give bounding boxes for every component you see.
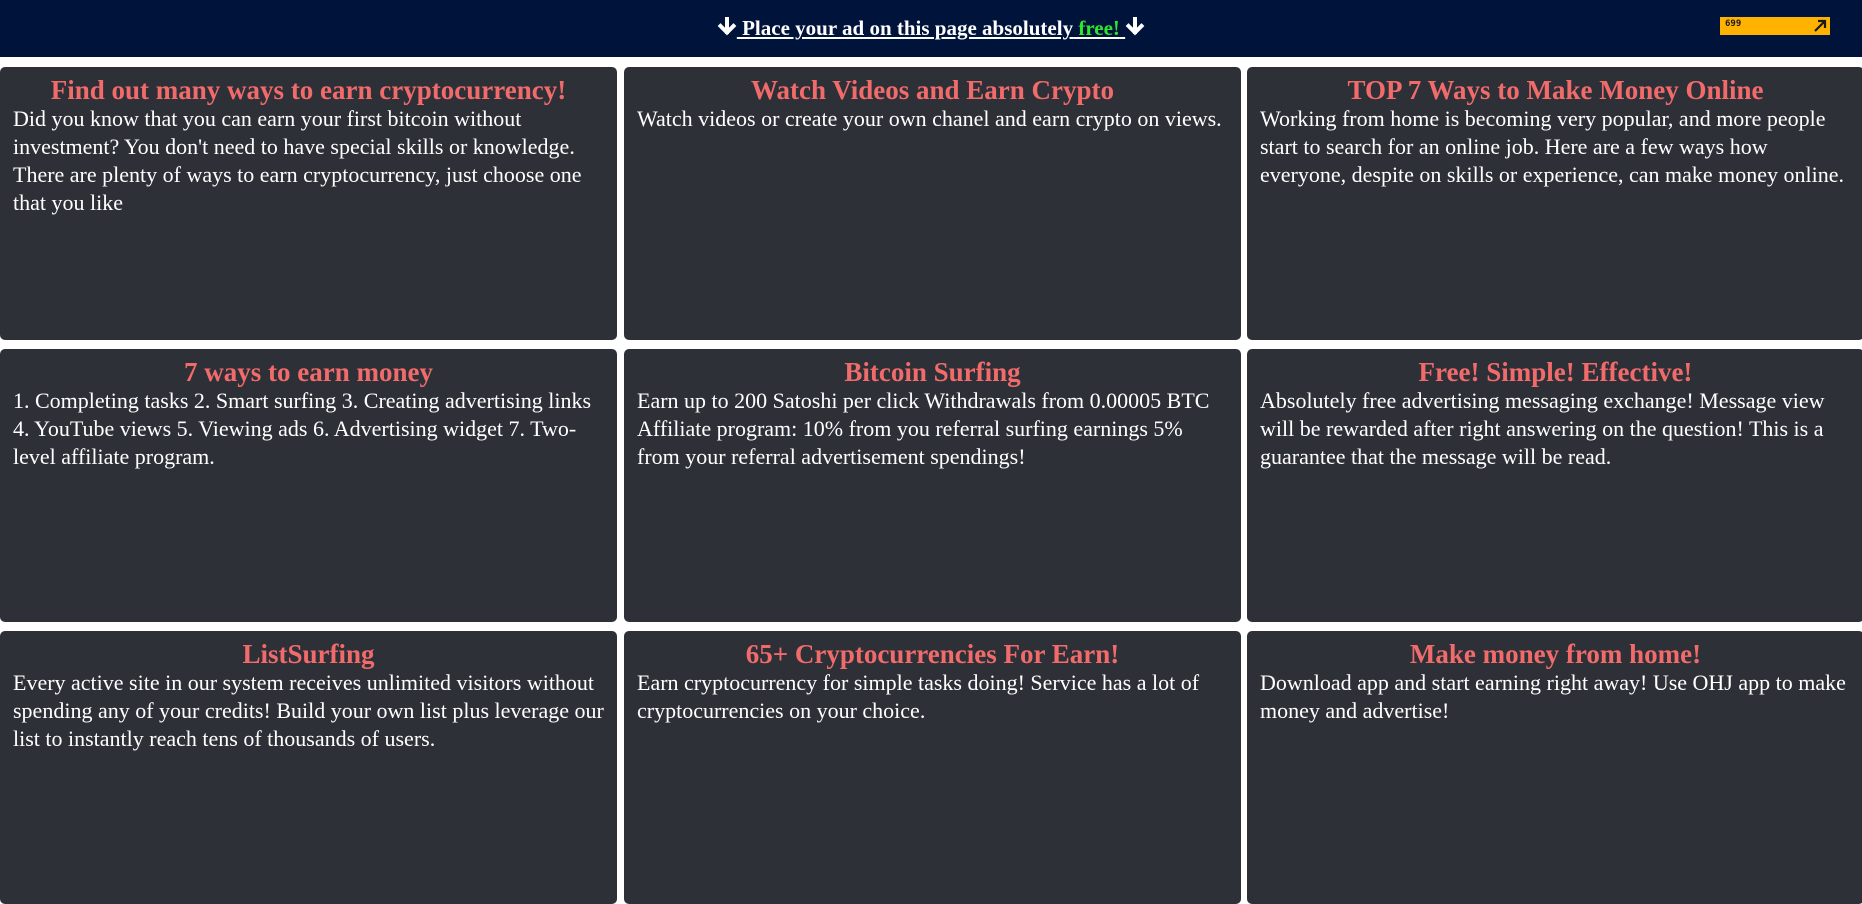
ad-card-description: Earn cryptocurrency for simple tasks doing! Service has a lot of cryptocurrencies on your choice.: [637, 670, 1200, 723]
external-link-icon: [1813, 19, 1827, 33]
ad-card-title: TOP 7 Ways to Make Money Online: [1347, 75, 1764, 105]
ad-card-description: 1. Completing tasks 2. Smart surfing 3. Creating advertising links 4. YouTube views 5. Viewing ads 6. Advertising widget 7. Two-level affiliate program.: [13, 388, 592, 469]
ad-card-title: Free! Simple! Effective!: [1418, 357, 1693, 387]
top-banner: [0, 0, 1862, 57]
place-ad-text: Place your ad on this page absolutely: [736, 16, 1074, 40]
ad-card-title: Make money from home!: [1409, 639, 1702, 669]
ad-card-description: Download app and start earning right away! Use OHJ app to make money and advertise!: [1260, 670, 1846, 723]
ad-card-top-7-ways[interactable]: [1247, 67, 1862, 340]
ad-card-description: Watch videos or create your own chanel and earn crypto on views.: [637, 106, 1222, 131]
visitor-counter-badge[interactable]: [1720, 17, 1830, 35]
ad-card-title: ListSurfing: [242, 639, 375, 669]
counter-value: 699: [1725, 19, 1742, 29]
arrow-down-icon: [1125, 17, 1145, 37]
ad-card-bitcoin-surfing[interactable]: [624, 349, 1241, 622]
ad-card-earn-crypto-ways[interactable]: [0, 67, 617, 340]
ad-card-description: Absolutely free advertising messaging exchange! Message view will be rewarded after right answering on the question! This is a guarantee that the message will be read.: [1260, 388, 1825, 469]
ad-card-free-simple-effective[interactable]: [1247, 349, 1862, 622]
ad-card-title: Bitcoin Surfing: [844, 357, 1021, 387]
ad-card-listsurfing[interactable]: [0, 631, 617, 904]
ad-card-description: Earn up to 200 Satoshi per click Withdrawals from 0.00005 BTC Affiliate program: 10% from you referral surfing earnings 5% from your referral advertisement spendings!: [637, 388, 1210, 469]
ad-card-watch-videos[interactable]: [624, 67, 1241, 340]
arrow-down-icon: [717, 17, 737, 37]
ad-card-title: 65+ Cryptocurrencies For Earn!: [745, 639, 1120, 669]
ad-card-title: Find out many ways to earn cryptocurrency!: [50, 75, 567, 105]
ad-card-65-cryptocurrencies[interactable]: [624, 631, 1241, 904]
ad-card-7-ways-earn[interactable]: [0, 349, 617, 622]
ad-card-description: Did you know that you can earn your first bitcoin without investment? You don't need to have special skills or knowledge. There are plenty of ways to earn cryptocurrency, just choose one that you like: [13, 106, 582, 215]
ad-card-description: Every active site in our system receives unlimited visitors without spending any of your credits! Build your own list plus leverage our list to instantly reach tens of thousands of users.: [13, 670, 604, 751]
ad-card-description: Working from home is becoming very popular, and more people start to search for an online job. Here are a few ways how everyone, despite on skills or experience, can make money online.: [1260, 106, 1845, 187]
ad-card-title: 7 ways to earn money: [184, 357, 433, 387]
free-text: free!: [1073, 16, 1120, 40]
ad-card-title: Watch Videos and Earn Crypto: [750, 75, 1115, 105]
ad-card-money-from-home[interactable]: [1247, 631, 1862, 904]
place-ad-link[interactable]: [0, 16, 1862, 41]
